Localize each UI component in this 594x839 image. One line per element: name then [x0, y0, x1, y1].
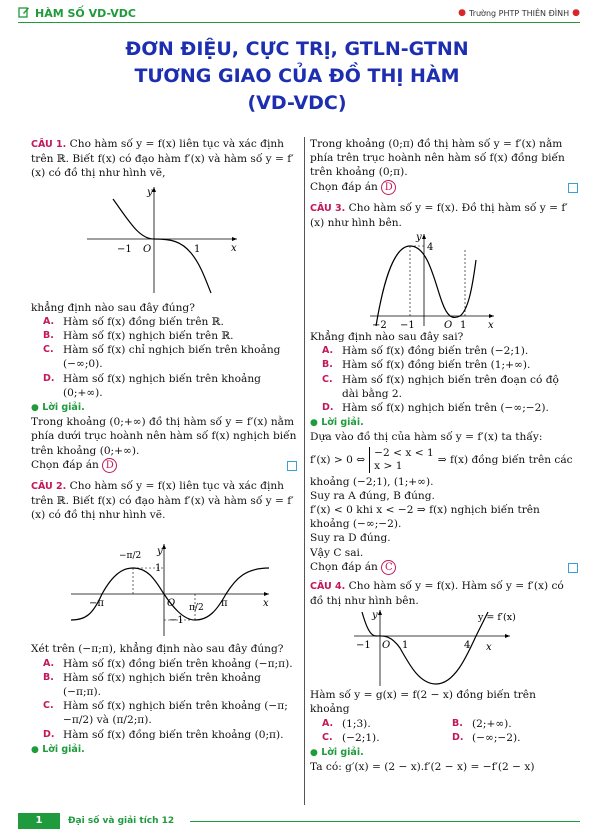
svg-text:−π: −π	[89, 598, 104, 610]
q4-option-c[interactable]: C. (−2;1).	[322, 731, 380, 744]
q1-option-c[interactable]: C. Hàm số f(x) chỉ nghịch biến trên khoảng (−∞;0).	[43, 344, 281, 371]
svg-text:y: y	[372, 610, 378, 622]
header-divider	[18, 22, 580, 23]
checkbox-icon	[287, 461, 297, 471]
header-right: ● Trường PHTP THIÊN ĐÌNH ●	[458, 8, 580, 18]
q3-graph	[310, 230, 578, 330]
svg-text:O: O	[382, 640, 391, 652]
svg-text:O: O	[143, 243, 152, 255]
svg-text:−π/2: −π/2	[119, 551, 142, 562]
svg-text:−2: −2	[372, 320, 387, 331]
q2-option-d[interactable]: D. Hàm số f(x) đồng biến trên khoảng (0;π).	[43, 728, 284, 741]
q1-answer: Chọn đáp án D	[31, 458, 297, 473]
q3-system: f′(x) > 0 ⇔ −2 < x < 1 x > 1 ⇒ f(x) đồng biến trên các	[310, 446, 573, 472]
svg-text:x: x	[263, 598, 269, 610]
svg-text:−1: −1	[169, 615, 184, 627]
left-column: CÂU 1. Cho hàm số y = f(x) liên tục và xác định trên ℝ. Biết f(x) có đạo hàm f′(x) và hàm số y = f′(x) có đồ thị như hình vẽ, y x −1 O 1 khẳng định nào sau đây đúng? A. Hàm số f(x) đồng biến trên ℝ. B. Hàm số f(x) nghịch biến trên ℝ. C. Hàm số f(x) chỉ nghịch biến trên khoảng (−∞;0). D. Hàm số f(x) nghịch biến trên khoảng (0;+∞). ● Lời giải. Trong khoảng (0;+∞) đồ thị hàm số y = f′(x) nằm phía dưới trục hoành nên hàm số f(x) nghịch biến trên khoảng (0;+∞). Chọn đáp án D CÂU 2. Cho hàm số y = f(x) liên tục và xác định trên ℝ. Biết f(x) có đạo hàm f′(x) và hàm số y = f′(x) có đồ thị như hình vẽ. y x −π π O 1 −1 −π/2 π/2 Xét trên (−π;π), khẳng định nào sau đây đúng? A. Hàm số f(x) đồng biến trên khoảng (−π;π). B. Hàm số f(x) nghịch biến trên khoảng (−π;π). C. Hàm số f(x) nghịch biến trên khoảng (−π;−π/2) và (π/2;π). D. Hàm số f(x) đồng biến trên khoảng (0;π). ● Lời giải.	[31, 138, 297, 755]
q1-option-d[interactable]: D. Hàm số f(x) nghịch biến trên khoảng (0;+∞).	[43, 372, 261, 399]
q1-option-a[interactable]: A. Hàm số f(x) đồng biến trên ℝ.	[43, 315, 224, 328]
q3-curve	[376, 246, 476, 326]
svg-text:−1: −1	[400, 320, 415, 331]
q2-graph	[31, 522, 297, 642]
svg-text:y = f′(x): y = f′(x)	[478, 612, 516, 624]
question-3: CÂU 3. Cho hàm số y = f(x). Đồ thị hàm số y = f′(x) như hình bên.	[310, 201, 568, 229]
q3-answer: Chọn đáp án C	[310, 560, 578, 575]
q2-option-c[interactable]: C. Hàm số f(x) nghịch biến trên khoảng (−π;−π/2) và (π/2;π).	[43, 700, 288, 727]
svg-text:4: 4	[427, 242, 434, 254]
q2-option-b[interactable]: B. Hàm số f(x) nghịch biến trên khoảng (−π;π).	[43, 671, 261, 699]
q2-answer: Chọn đáp án D	[310, 180, 578, 195]
q4-option-a[interactable]: A. (1;3).	[322, 717, 371, 730]
svg-text:4: 4	[464, 640, 471, 652]
q4-option-b[interactable]: B. (2;+∞).	[452, 717, 512, 730]
svg-text:y: y	[157, 546, 163, 558]
q4-graph	[310, 608, 578, 688]
svg-text:−1: −1	[117, 243, 132, 255]
svg-text:x: x	[486, 642, 492, 654]
svg-text:y: y	[416, 232, 422, 244]
svg-text:π/2: π/2	[189, 603, 204, 614]
svg-text:O: O	[167, 598, 176, 610]
location-pin-icon: ●	[458, 8, 466, 18]
svg-text:x: x	[488, 320, 494, 331]
chat-icon: ●	[31, 403, 39, 414]
edit-icon	[18, 6, 30, 21]
q4-option-d[interactable]: D. (−∞;−2).	[452, 731, 521, 744]
page-number: 1	[18, 813, 60, 829]
q1-graph	[31, 181, 297, 301]
svg-text:1: 1	[194, 243, 201, 255]
question-1: CÂU 1. Cho hàm số y = f(x) liên tục và xác định trên ℝ. Biết f(x) có đạo hàm f′(x) và hàm số y = f′(x) có đồ thị như hình vẽ,	[31, 138, 294, 180]
header-left: HÀM SỐ VD-VDC	[18, 6, 136, 21]
question-4: CÂU 4. Cho hàm số y = f(x). Hàm số y = f′(x) có đồ thị như hình bên.	[310, 579, 564, 608]
column-divider	[304, 137, 305, 805]
svg-text:y: y	[147, 186, 153, 198]
svg-text:−1: −1	[356, 640, 371, 652]
question-2: CÂU 2. Cho hàm số y = f(x) liên tục và xác định trên ℝ. Biết f(x) có đạo hàm f′(x) và hàm số y = f′(x) có đồ thị như hình vẽ.	[31, 479, 294, 522]
footer-divider	[190, 821, 580, 822]
q3-option-a[interactable]: A. Hàm số f(x) đồng biến trên (−2;1).	[322, 345, 529, 358]
svg-text:x: x	[231, 242, 237, 254]
q3-option-c[interactable]: C. Hàm số f(x) nghịch biến trên đoạn có độ dài bằng 2.	[322, 373, 559, 400]
chat-icon: ●	[310, 418, 318, 429]
page-footer	[0, 813, 594, 831]
svg-text:π: π	[221, 598, 228, 610]
svg-text:1: 1	[402, 640, 409, 652]
location-pin-icon: ●	[572, 8, 580, 18]
checkbox-icon	[568, 183, 578, 193]
q2-option-a[interactable]: A. Hàm số f(x) đồng biến trên khoảng (−π;π).	[43, 657, 293, 670]
q1-option-b[interactable]: B. Hàm số f(x) nghịch biến trên ℝ.	[43, 330, 234, 343]
checkbox-icon	[568, 563, 578, 573]
footer-text: Đại số và giải tích 12	[68, 816, 175, 826]
page-header	[0, 0, 594, 22]
svg-text:O: O	[444, 320, 453, 331]
svg-text:1: 1	[155, 563, 162, 575]
svg-text:1: 1	[460, 320, 467, 331]
page-title: ĐƠN ĐIỆU, CỰC TRỊ, GTLN-GTNN TƯƠNG GIAO CỦA ĐỒ THỊ HÀM (VD-VDC)	[125, 38, 469, 114]
chat-icon: ●	[310, 748, 318, 759]
chat-icon: ●	[31, 744, 39, 755]
right-column: Trong khoảng (0;π) đồ thị hàm số y = f′(x) nằm phía trên trục hoành nên hàm số f(x) đồng biến trên khoảng (0;π). Chọn đáp án D CÂU 3. Cho hàm số y = f(x). Đồ thị hàm số y = f′(x) như hình bên. y x 4 −2 −1 O 1 Khẳng định nào sau đây sai? A. Hàm số f(x) đồng biến trên (−2;1). B. Hàm số f(x) đồng biến trên (1;+∞). C. Hàm số f(x) nghịch biến trên đoạn có độ dài bằng 2. D. Hàm số f(x) nghịch biến trên (−∞;−2). ● Lời giải. Dựa vào đồ thị của hàm số y = f′(x) ta thấy: f′(x) > 0 ⇔ −2 < x < 1 x > 1 ⇒ f(x) đồng biến trên các khoảng (−2;1), (1;+∞). Suy ra A đúng, B đúng. f′(x) < 0 khi x < −2 ⇒ f(x) nghịch biến trên khoảng (−∞;−2). Suy ra D đúng. Vậy C sai. Chọn đáp án C CÂU 4. Cho hàm số y = f(x). Hàm số y = f′(x) có đồ thị như hình bên. y x y = f′(x) −1 O 1 4 Hàm số y = g(x) = f(2 − x) đồng biến trên khoảng A. (1;3). B. (2;+∞). C. (−2;1). D. (−∞;−2). ● Lời giải. Ta có: g′(x) = (2 − x).f′(2 − x) = −f′(2 − x)	[310, 137, 578, 774]
q3-option-d[interactable]: D. Hàm số f(x) nghịch biến trên (−∞;−2).	[322, 402, 549, 415]
q3-option-b[interactable]: B. Hàm số f(x) đồng biến trên (1;+∞).	[322, 359, 531, 372]
